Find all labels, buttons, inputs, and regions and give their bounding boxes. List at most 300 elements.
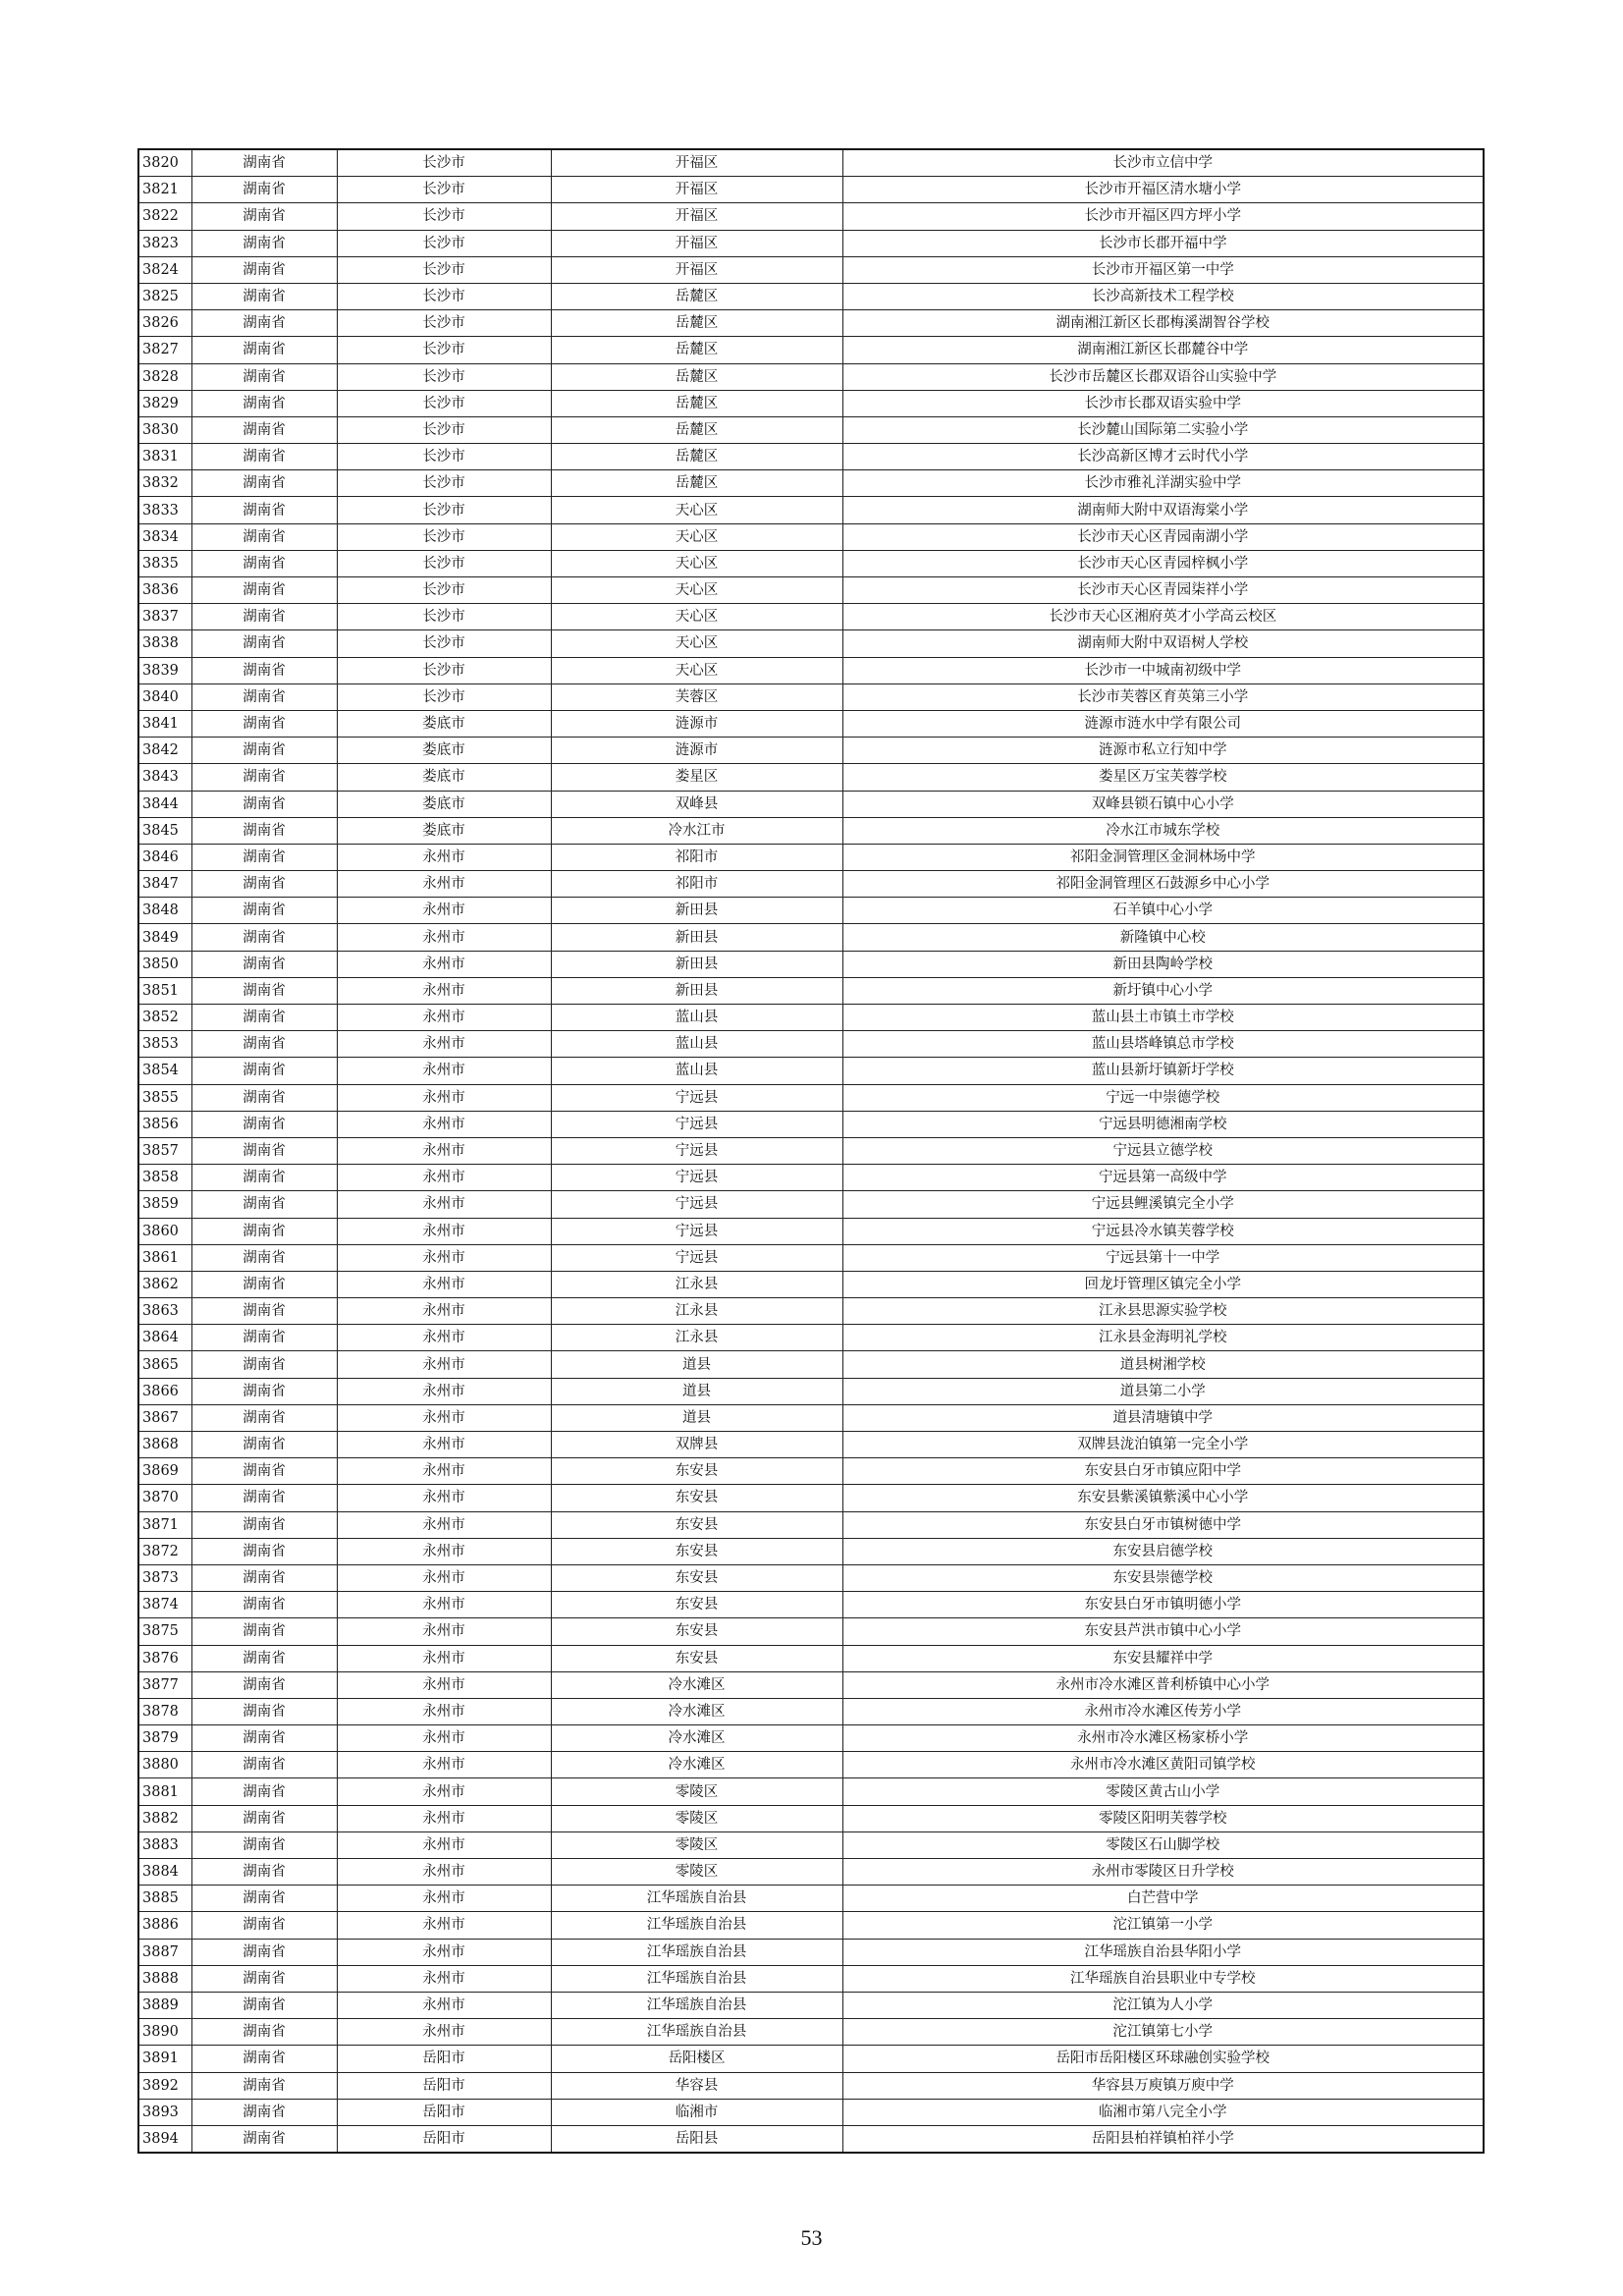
district-cell: 新田县 bbox=[551, 951, 842, 977]
city-cell: 永州市 bbox=[337, 1031, 551, 1058]
row-number: 3894 bbox=[138, 2125, 191, 2153]
district-cell: 祁阳市 bbox=[551, 844, 842, 870]
district-cell: 东安县 bbox=[551, 1592, 842, 1618]
school-name-cell: 湖南湘江新区长郡麓谷中学 bbox=[842, 337, 1484, 363]
row-number: 3861 bbox=[138, 1244, 191, 1271]
province-cell: 湖南省 bbox=[191, 177, 337, 203]
school-name-cell: 道县第二小学 bbox=[842, 1378, 1484, 1404]
school-name-cell: 永州市零陵区日升学校 bbox=[842, 1859, 1484, 1886]
row-number: 3881 bbox=[138, 1778, 191, 1805]
row-number: 3820 bbox=[138, 149, 191, 177]
row-number: 3877 bbox=[138, 1671, 191, 1698]
province-cell: 湖南省 bbox=[191, 1992, 337, 2018]
province-cell: 湖南省 bbox=[191, 1458, 337, 1485]
row-number: 3857 bbox=[138, 1137, 191, 1164]
table-row bbox=[138, 2099, 1484, 2125]
district-cell: 江华瑶族自治县 bbox=[551, 1939, 842, 1965]
province-cell: 湖南省 bbox=[191, 1778, 337, 1805]
school-name-cell: 宁远县第十一中学 bbox=[842, 1244, 1484, 1271]
table-row bbox=[138, 497, 1484, 523]
city-cell: 长沙市 bbox=[337, 310, 551, 337]
row-number: 3822 bbox=[138, 203, 191, 230]
province-cell: 湖南省 bbox=[191, 577, 337, 604]
province-cell: 湖南省 bbox=[191, 1485, 337, 1511]
city-cell: 岳阳市 bbox=[337, 2125, 551, 2153]
province-cell: 湖南省 bbox=[191, 390, 337, 416]
table-row bbox=[138, 1218, 1484, 1244]
table-row bbox=[138, 764, 1484, 791]
city-cell: 永州市 bbox=[337, 1618, 551, 1645]
row-number: 3884 bbox=[138, 1859, 191, 1886]
province-cell: 湖南省 bbox=[191, 1698, 337, 1724]
table-row bbox=[138, 1992, 1484, 2018]
province-cell: 湖南省 bbox=[191, 1831, 337, 1858]
row-number: 3836 bbox=[138, 577, 191, 604]
table-row bbox=[138, 1005, 1484, 1031]
table-row bbox=[138, 657, 1484, 683]
table-row bbox=[138, 951, 1484, 977]
city-cell: 永州市 bbox=[337, 1564, 551, 1591]
row-number: 3831 bbox=[138, 444, 191, 470]
city-cell: 永州市 bbox=[337, 1752, 551, 1778]
district-cell: 江永县 bbox=[551, 1298, 842, 1325]
city-cell: 永州市 bbox=[337, 1698, 551, 1724]
district-cell: 涟源市 bbox=[551, 710, 842, 737]
district-cell: 新田县 bbox=[551, 977, 842, 1004]
city-cell: 永州市 bbox=[337, 1298, 551, 1325]
city-cell: 长沙市 bbox=[337, 444, 551, 470]
row-number: 3868 bbox=[138, 1432, 191, 1458]
district-cell: 临湘市 bbox=[551, 2099, 842, 2125]
province-cell: 湖南省 bbox=[191, 1005, 337, 1031]
row-number: 3864 bbox=[138, 1325, 191, 1351]
district-cell: 江华瑶族自治县 bbox=[551, 1912, 842, 1939]
school-name-cell: 长沙市天心区青园梓枫小学 bbox=[842, 550, 1484, 576]
province-cell: 湖南省 bbox=[191, 817, 337, 844]
table-row bbox=[138, 844, 1484, 870]
table-row bbox=[138, 1351, 1484, 1378]
district-cell: 宁远县 bbox=[551, 1084, 842, 1111]
school-name-cell: 长沙市天心区青园柒祥小学 bbox=[842, 577, 1484, 604]
table-row bbox=[138, 1831, 1484, 1858]
province-cell: 湖南省 bbox=[191, 363, 337, 390]
city-cell: 永州市 bbox=[337, 951, 551, 977]
district-cell: 零陵区 bbox=[551, 1778, 842, 1805]
school-name-cell: 石羊镇中心小学 bbox=[842, 898, 1484, 924]
city-cell: 永州市 bbox=[337, 1671, 551, 1698]
district-cell: 冷水滩区 bbox=[551, 1752, 842, 1778]
district-cell: 岳麓区 bbox=[551, 337, 842, 363]
city-cell: 娄底市 bbox=[337, 817, 551, 844]
school-name-cell: 宁远县第一高级中学 bbox=[842, 1165, 1484, 1191]
table-row bbox=[138, 1031, 1484, 1058]
table-row bbox=[138, 310, 1484, 337]
school-name-cell: 道县树湘学校 bbox=[842, 1351, 1484, 1378]
province-cell: 湖南省 bbox=[191, 630, 337, 657]
table-row bbox=[138, 710, 1484, 737]
school-name-cell: 东安县耀祥中学 bbox=[842, 1645, 1484, 1671]
row-number: 3850 bbox=[138, 951, 191, 977]
province-cell: 湖南省 bbox=[191, 283, 337, 309]
district-cell: 岳麓区 bbox=[551, 470, 842, 497]
table-row bbox=[138, 523, 1484, 550]
city-cell: 长沙市 bbox=[337, 390, 551, 416]
province-cell: 湖南省 bbox=[191, 1725, 337, 1752]
row-number: 3889 bbox=[138, 1992, 191, 2018]
province-cell: 湖南省 bbox=[191, 683, 337, 710]
province-cell: 湖南省 bbox=[191, 1752, 337, 1778]
table-row bbox=[138, 977, 1484, 1004]
row-number: 3846 bbox=[138, 844, 191, 870]
province-cell: 湖南省 bbox=[191, 951, 337, 977]
district-cell: 东安县 bbox=[551, 1564, 842, 1591]
school-name-cell: 江华瑶族自治县职业中专学校 bbox=[842, 1965, 1484, 1992]
table-row bbox=[138, 1564, 1484, 1591]
province-cell: 湖南省 bbox=[191, 1859, 337, 1886]
table-row bbox=[138, 1244, 1484, 1271]
school-name-cell: 岳阳市岳阳楼区环球融创实验学校 bbox=[842, 2046, 1484, 2072]
city-cell: 长沙市 bbox=[337, 657, 551, 683]
table-row bbox=[138, 791, 1484, 817]
table-row bbox=[138, 924, 1484, 951]
row-number: 3843 bbox=[138, 764, 191, 791]
table-row bbox=[138, 1939, 1484, 1965]
school-name-cell: 东安县崇德学校 bbox=[842, 1564, 1484, 1591]
row-number: 3893 bbox=[138, 2099, 191, 2125]
city-cell: 娄底市 bbox=[337, 791, 551, 817]
school-name-cell: 江永县金海明礼学校 bbox=[842, 1325, 1484, 1351]
school-name-cell: 永州市冷水滩区传芳小学 bbox=[842, 1698, 1484, 1724]
city-cell: 永州市 bbox=[337, 1939, 551, 1965]
school-name-cell: 岳阳县柏祥镇柏祥小学 bbox=[842, 2125, 1484, 2153]
province-cell: 湖南省 bbox=[191, 1564, 337, 1591]
row-number: 3858 bbox=[138, 1165, 191, 1191]
table-row bbox=[138, 1698, 1484, 1724]
district-cell: 天心区 bbox=[551, 550, 842, 576]
city-cell: 永州市 bbox=[337, 1404, 551, 1431]
school-name-cell: 长沙市一中城南初级中学 bbox=[842, 657, 1484, 683]
province-cell: 湖南省 bbox=[191, 1218, 337, 1244]
row-number: 3854 bbox=[138, 1058, 191, 1084]
school-name-cell: 湖南师大附中双语树人学校 bbox=[842, 630, 1484, 657]
row-number: 3875 bbox=[138, 1618, 191, 1645]
table-row bbox=[138, 1404, 1484, 1431]
row-number: 3880 bbox=[138, 1752, 191, 1778]
school-name-cell: 永州市冷水滩区普利桥镇中心小学 bbox=[842, 1671, 1484, 1698]
school-name-cell: 永州市冷水滩区杨家桥小学 bbox=[842, 1725, 1484, 1752]
city-cell: 永州市 bbox=[337, 1111, 551, 1137]
province-cell: 湖南省 bbox=[191, 2125, 337, 2153]
table-row bbox=[138, 1886, 1484, 1912]
school-name-cell: 长沙市长郡双语实验中学 bbox=[842, 390, 1484, 416]
district-cell: 开福区 bbox=[551, 177, 842, 203]
district-cell: 开福区 bbox=[551, 203, 842, 230]
table-row bbox=[138, 1432, 1484, 1458]
table-row bbox=[138, 1805, 1484, 1831]
school-name-cell: 东安县紫溪镇紫溪中心小学 bbox=[842, 1485, 1484, 1511]
school-name-cell: 长沙市芙蓉区育英第三小学 bbox=[842, 683, 1484, 710]
school-name-cell: 长沙市立信中学 bbox=[842, 149, 1484, 177]
row-number: 3824 bbox=[138, 256, 191, 283]
city-cell: 长沙市 bbox=[337, 256, 551, 283]
district-cell: 涟源市 bbox=[551, 738, 842, 764]
city-cell: 永州市 bbox=[337, 2019, 551, 2046]
school-name-cell: 零陵区黄古山小学 bbox=[842, 1778, 1484, 1805]
province-cell: 湖南省 bbox=[191, 977, 337, 1004]
school-name-cell: 沱江镇第一小学 bbox=[842, 1912, 1484, 1939]
district-cell: 天心区 bbox=[551, 604, 842, 630]
city-cell: 永州市 bbox=[337, 1432, 551, 1458]
district-cell: 东安县 bbox=[551, 1618, 842, 1645]
province-cell: 湖南省 bbox=[191, 2046, 337, 2072]
city-cell: 永州市 bbox=[337, 1645, 551, 1671]
province-cell: 湖南省 bbox=[191, 1965, 337, 1992]
district-cell: 零陵区 bbox=[551, 1859, 842, 1886]
row-number: 3891 bbox=[138, 2046, 191, 2072]
school-name-cell: 沱江镇第七小学 bbox=[842, 2019, 1484, 2046]
province-cell: 湖南省 bbox=[191, 1084, 337, 1111]
city-cell: 长沙市 bbox=[337, 363, 551, 390]
province-cell: 湖南省 bbox=[191, 1592, 337, 1618]
school-name-cell: 东安县芦洪市镇中心小学 bbox=[842, 1618, 1484, 1645]
row-number: 3847 bbox=[138, 871, 191, 898]
row-number: 3828 bbox=[138, 363, 191, 390]
province-cell: 湖南省 bbox=[191, 2099, 337, 2125]
city-cell: 永州市 bbox=[337, 898, 551, 924]
city-cell: 永州市 bbox=[337, 1325, 551, 1351]
table-row bbox=[138, 1859, 1484, 1886]
school-name-cell: 新圩镇中心小学 bbox=[842, 977, 1484, 1004]
table-row bbox=[138, 203, 1484, 230]
district-cell: 天心区 bbox=[551, 577, 842, 604]
province-cell: 湖南省 bbox=[191, 1645, 337, 1671]
district-cell: 祁阳市 bbox=[551, 871, 842, 898]
row-number: 3888 bbox=[138, 1965, 191, 1992]
province-cell: 湖南省 bbox=[191, 149, 337, 177]
table-row bbox=[138, 470, 1484, 497]
province-cell: 湖南省 bbox=[191, 710, 337, 737]
district-cell: 岳麓区 bbox=[551, 363, 842, 390]
school-name-cell: 娄星区万宝芙蓉学校 bbox=[842, 764, 1484, 791]
city-cell: 永州市 bbox=[337, 1778, 551, 1805]
district-cell: 江华瑶族自治县 bbox=[551, 2019, 842, 2046]
city-cell: 长沙市 bbox=[337, 550, 551, 576]
table-row bbox=[138, 177, 1484, 203]
district-cell: 宁远县 bbox=[551, 1111, 842, 1137]
row-number: 3853 bbox=[138, 1031, 191, 1058]
district-cell: 蓝山县 bbox=[551, 1058, 842, 1084]
table-row bbox=[138, 1325, 1484, 1351]
table-row bbox=[138, 1671, 1484, 1698]
province-cell: 湖南省 bbox=[191, 1351, 337, 1378]
school-name-cell: 新隆镇中心校 bbox=[842, 924, 1484, 951]
school-name-cell: 湖南湘江新区长郡梅溪湖智谷学校 bbox=[842, 310, 1484, 337]
district-cell: 江华瑶族自治县 bbox=[551, 1965, 842, 1992]
city-cell: 岳阳市 bbox=[337, 2099, 551, 2125]
school-name-cell: 华容县万庾镇万庾中学 bbox=[842, 2072, 1484, 2099]
school-name-cell: 东安县白牙市镇明德小学 bbox=[842, 1592, 1484, 1618]
province-cell: 湖南省 bbox=[191, 1538, 337, 1564]
province-cell: 湖南省 bbox=[191, 444, 337, 470]
city-cell: 长沙市 bbox=[337, 203, 551, 230]
district-cell: 道县 bbox=[551, 1378, 842, 1404]
city-cell: 娄底市 bbox=[337, 764, 551, 791]
table-row bbox=[138, 683, 1484, 710]
school-name-cell: 东安县白牙市镇树德中学 bbox=[842, 1511, 1484, 1538]
school-name-cell: 宁远县立德学校 bbox=[842, 1137, 1484, 1164]
city-cell: 永州市 bbox=[337, 1084, 551, 1111]
table-row bbox=[138, 1538, 1484, 1564]
city-cell: 永州市 bbox=[337, 1351, 551, 1378]
district-cell: 零陵区 bbox=[551, 1805, 842, 1831]
province-cell: 湖南省 bbox=[191, 1912, 337, 1939]
table-row bbox=[138, 363, 1484, 390]
table-row bbox=[138, 1752, 1484, 1778]
province-cell: 湖南省 bbox=[191, 256, 337, 283]
city-cell: 永州市 bbox=[337, 871, 551, 898]
row-number: 3842 bbox=[138, 738, 191, 764]
province-cell: 湖南省 bbox=[191, 604, 337, 630]
table-row bbox=[138, 1965, 1484, 1992]
school-name-cell: 蓝山县土市镇土市学校 bbox=[842, 1005, 1484, 1031]
table-row bbox=[138, 1511, 1484, 1538]
table-row bbox=[138, 1058, 1484, 1084]
province-cell: 湖南省 bbox=[191, 310, 337, 337]
city-cell: 永州市 bbox=[337, 1992, 551, 2018]
district-cell: 宁远县 bbox=[551, 1165, 842, 1191]
district-cell: 江华瑶族自治县 bbox=[551, 1992, 842, 2018]
city-cell: 娄底市 bbox=[337, 710, 551, 737]
city-cell: 永州市 bbox=[337, 1191, 551, 1218]
school-name-cell: 回龙圩管理区镇完全小学 bbox=[842, 1271, 1484, 1297]
city-cell: 永州市 bbox=[337, 1912, 551, 1939]
district-cell: 道县 bbox=[551, 1404, 842, 1431]
table-row bbox=[138, 1778, 1484, 1805]
table-row bbox=[138, 390, 1484, 416]
city-cell: 永州市 bbox=[337, 1965, 551, 1992]
province-cell: 湖南省 bbox=[191, 898, 337, 924]
school-name-cell: 蓝山县新圩镇新圩学校 bbox=[842, 1058, 1484, 1084]
school-name-cell: 宁远县冷水镇芙蓉学校 bbox=[842, 1218, 1484, 1244]
table-row bbox=[138, 1084, 1484, 1111]
district-cell: 天心区 bbox=[551, 497, 842, 523]
school-name-cell: 零陵区石山脚学校 bbox=[842, 1831, 1484, 1858]
district-cell: 零陵区 bbox=[551, 1831, 842, 1858]
city-cell: 长沙市 bbox=[337, 149, 551, 177]
row-number: 3829 bbox=[138, 390, 191, 416]
province-cell: 湖南省 bbox=[191, 657, 337, 683]
district-cell: 双牌县 bbox=[551, 1432, 842, 1458]
row-number: 3871 bbox=[138, 1511, 191, 1538]
district-cell: 岳阳楼区 bbox=[551, 2046, 842, 2072]
row-number: 3863 bbox=[138, 1298, 191, 1325]
school-name-cell: 江永县思源实验学校 bbox=[842, 1298, 1484, 1325]
table-row bbox=[138, 1378, 1484, 1404]
district-cell: 岳阳县 bbox=[551, 2125, 842, 2153]
province-cell: 湖南省 bbox=[191, 550, 337, 576]
city-cell: 永州市 bbox=[337, 1805, 551, 1831]
province-cell: 湖南省 bbox=[191, 1298, 337, 1325]
row-number: 3845 bbox=[138, 817, 191, 844]
city-cell: 长沙市 bbox=[337, 630, 551, 657]
district-cell: 宁远县 bbox=[551, 1244, 842, 1271]
table-row bbox=[138, 2072, 1484, 2099]
city-cell: 长沙市 bbox=[337, 416, 551, 443]
school-name-cell: 长沙市天心区湘府英才小学高云校区 bbox=[842, 604, 1484, 630]
province-cell: 湖南省 bbox=[191, 1111, 337, 1137]
province-cell: 湖南省 bbox=[191, 1671, 337, 1698]
school-name-cell: 湖南师大附中双语海棠小学 bbox=[842, 497, 1484, 523]
city-cell: 长沙市 bbox=[337, 604, 551, 630]
province-cell: 湖南省 bbox=[191, 2019, 337, 2046]
school-name-cell: 长沙市岳麓区长郡双语谷山实验中学 bbox=[842, 363, 1484, 390]
table-row bbox=[138, 738, 1484, 764]
city-cell: 长沙市 bbox=[337, 523, 551, 550]
school-name-cell: 长沙高新区博才云时代小学 bbox=[842, 444, 1484, 470]
province-cell: 湖南省 bbox=[191, 1137, 337, 1164]
row-number: 3840 bbox=[138, 683, 191, 710]
row-number: 3869 bbox=[138, 1458, 191, 1485]
table-row bbox=[138, 871, 1484, 898]
school-name-cell: 双峰县锁石镇中心小学 bbox=[842, 791, 1484, 817]
city-cell: 娄底市 bbox=[337, 738, 551, 764]
table-row bbox=[138, 1458, 1484, 1485]
school-name-cell: 东安县启德学校 bbox=[842, 1538, 1484, 1564]
district-cell: 芙蓉区 bbox=[551, 683, 842, 710]
district-cell: 江永县 bbox=[551, 1271, 842, 1297]
table-row bbox=[138, 817, 1484, 844]
row-number: 3867 bbox=[138, 1404, 191, 1431]
province-cell: 湖南省 bbox=[191, 764, 337, 791]
school-name-cell: 祁阳金洞管理区金洞林场中学 bbox=[842, 844, 1484, 870]
school-name-cell: 长沙高新技术工程学校 bbox=[842, 283, 1484, 309]
school-name-cell: 宁远县明德湘南学校 bbox=[842, 1111, 1484, 1137]
district-cell: 双峰县 bbox=[551, 791, 842, 817]
province-cell: 湖南省 bbox=[191, 416, 337, 443]
city-cell: 长沙市 bbox=[337, 497, 551, 523]
city-cell: 永州市 bbox=[337, 1886, 551, 1912]
school-name-cell: 临湘市第八完全小学 bbox=[842, 2099, 1484, 2125]
city-cell: 永州市 bbox=[337, 1137, 551, 1164]
city-cell: 长沙市 bbox=[337, 683, 551, 710]
city-cell: 永州市 bbox=[337, 1378, 551, 1404]
table-row bbox=[138, 1191, 1484, 1218]
row-number: 3882 bbox=[138, 1805, 191, 1831]
row-number: 3827 bbox=[138, 337, 191, 363]
table-row bbox=[138, 1485, 1484, 1511]
table-row bbox=[138, 1592, 1484, 1618]
row-number: 3841 bbox=[138, 710, 191, 737]
city-cell: 长沙市 bbox=[337, 177, 551, 203]
school-name-cell: 冷水江市城东学校 bbox=[842, 817, 1484, 844]
table-row bbox=[138, 444, 1484, 470]
school-name-cell: 长沙市开福区清水塘小学 bbox=[842, 177, 1484, 203]
row-number: 3852 bbox=[138, 1005, 191, 1031]
province-cell: 湖南省 bbox=[191, 1165, 337, 1191]
table-row bbox=[138, 1298, 1484, 1325]
row-number: 3826 bbox=[138, 310, 191, 337]
district-cell: 江华瑶族自治县 bbox=[551, 1886, 842, 1912]
row-number: 3870 bbox=[138, 1485, 191, 1511]
province-cell: 湖南省 bbox=[191, 1805, 337, 1831]
city-cell: 永州市 bbox=[337, 1859, 551, 1886]
row-number: 3892 bbox=[138, 2072, 191, 2099]
school-list-table bbox=[137, 148, 1485, 2154]
city-cell: 永州市 bbox=[337, 1831, 551, 1858]
row-number: 3878 bbox=[138, 1698, 191, 1724]
row-number: 3866 bbox=[138, 1378, 191, 1404]
city-cell: 永州市 bbox=[337, 1005, 551, 1031]
